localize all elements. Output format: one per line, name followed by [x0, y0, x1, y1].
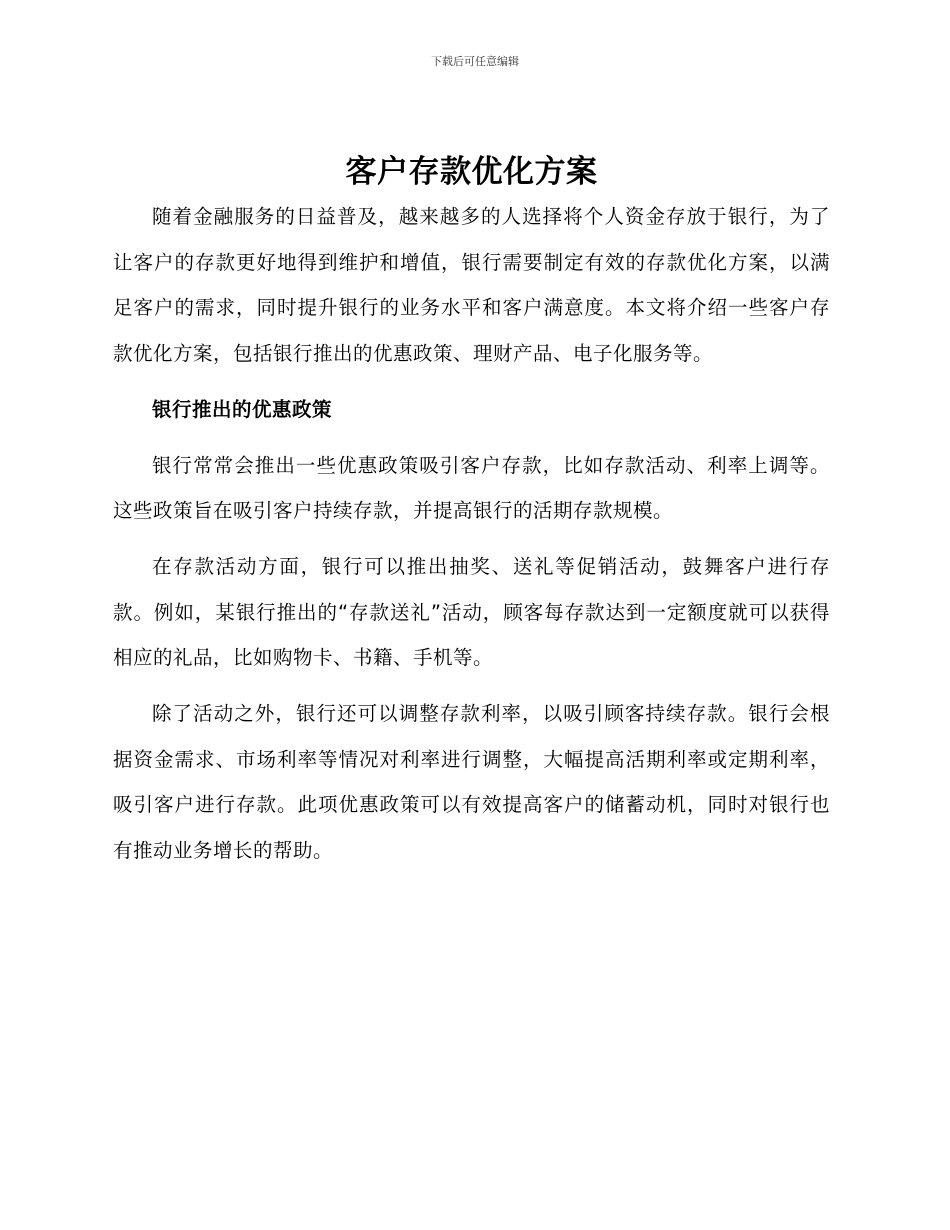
- page-header-note: 下载后可任意编辑: [431, 55, 519, 68]
- intro-paragraph: 随着金融服务的日益普及，越来越多的人选择将个人资金存放于银行，为了让客户的存款更好地得到维护和增值，银行需要制定有效的存款优化方案，以满足客户的需求，同时提升银行的业务水平和客户满意度。本文将介绍一些客户存款优化方案，包括银行推出的优惠政策、理财产品、电子化服务等。: [113, 205, 830, 365]
- section-heading: 银行推出的优惠政策: [152, 397, 333, 421]
- body-paragraph-3: 除了活动之外，银行还可以调整存款利率，以吸引顾客持续存款。银行会根据资金需求、市场利率等情况对利率进行调整，大幅提高活期利率或定期利率，吸引客户进行存款。此项优惠政策可以有效提高客户的储蓄动机，同时对银行也有推动业务增长的帮助。: [113, 702, 830, 862]
- body-paragraph-1: 银行常常会推出一些优惠政策吸引客户存款，比如存款活动、利率上调等。这些政策旨在吸引客户持续存款，并提高银行的活期存款规模。: [113, 453, 830, 522]
- document-title: 客户存款优化方案: [345, 154, 598, 190]
- body-paragraph-2: 在存款活动方面，银行可以推出抽奖、送礼等促销活动，鼓舞客户进行存款。例如，某银行推出的“存款送礼”活动，顾客每存款达到一定额度就可以获得相应的礼品，比如购物卡、书籍、手机等。: [113, 555, 830, 669]
- document-body: [113, 150, 830, 873]
